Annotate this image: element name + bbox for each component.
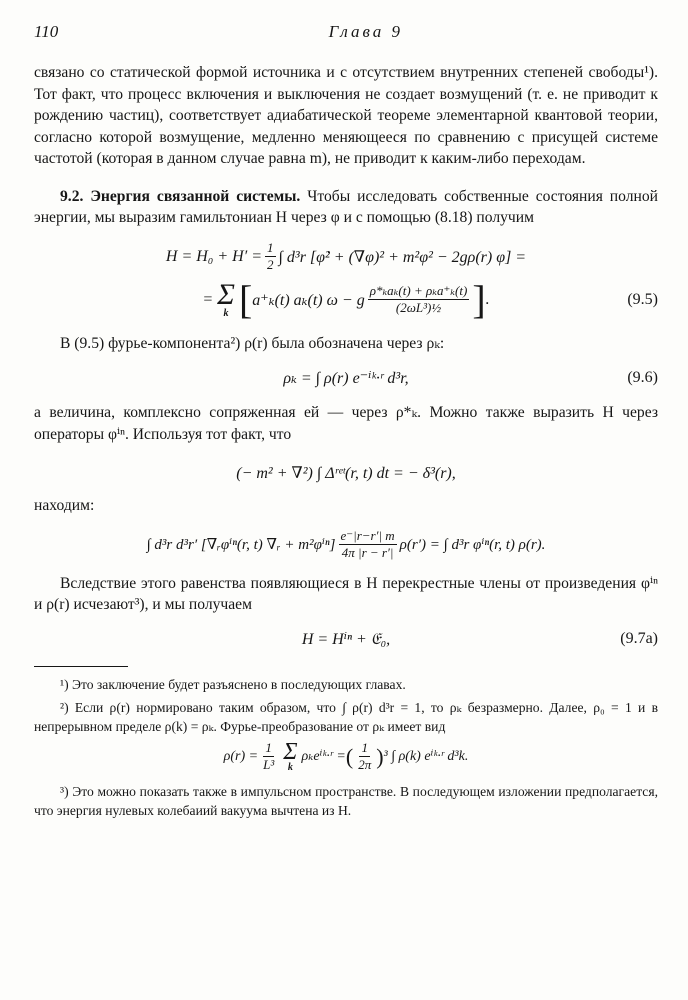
eq-9-5-half: $\frac{1}{2}$	[267, 240, 274, 272]
eq-9-5-period: .	[485, 290, 490, 308]
equation-number-9-5: (9.5)	[627, 290, 658, 308]
eq-9-5-integral: ∫ d³r [φ̇² + (∇φ)² + m²φ² − 2gρ(r) φ] =	[278, 248, 527, 266]
paragraph-4: находим:	[34, 497, 95, 514]
footnote-rule	[34, 666, 128, 667]
book-page	[34, 22, 658, 820]
footnote-2: ²) Если ρ(r) нормировано таким образом, что ∫ ρ(r) d³r = 1, то ρₖ безразмерно. Далее, ρ₀ = 1 и в непрерывном пределе ρ(k) = ρₖ. Фурье-преобразование от ρₖ имеет вид	[34, 699, 658, 734]
eq-found-fraction: $\frac{e^-|r-r'| m}{4\pi |r - r'|}$	[340, 528, 395, 560]
equation-number-9-7a: (9.7a)	[620, 629, 658, 647]
equation-9-7a	[34, 622, 658, 656]
footnote-2-equation: ρ(r) = $\frac{1}{\text{L³}}$ Σ k ρₖeⁱᵏ·ʳ = ( $\frac{1}{2\pi}$ ) ³ ∫ ρ(k) eⁱᵏ·ʳ d³k.	[223, 738, 469, 773]
page-number: 110	[34, 22, 59, 41]
section-paragraph	[34, 186, 658, 229]
paragraph-1: связано со статической формой источника и с отсутствием внутренних степеней свободы¹). Тот факт, что процесс включения и выключения не создает возмущений (т. е. не приводит к рождению частиц), соответствует адиабатической теореме элементарной квантовой теории, согласно которой возмущение, медленно меняющееся по сравнению с присущей системе частотой (которая в данном случае равна m), не приводит к каким-либо переходам.	[34, 64, 658, 167]
eq-9-7a-text: H = Hⁱⁿ + 𝔈₀,	[301, 630, 391, 648]
sum-index: k	[223, 307, 229, 319]
equation-found	[34, 525, 658, 565]
fn-eq-rhs: ³ ∫ ρ(k) eⁱᵏ·ʳ d³k.	[383, 749, 469, 764]
equation-9-6	[34, 360, 658, 396]
section-title: 9.2. Энергия связанной системы.	[60, 187, 301, 205]
eq-9-5-lhs: H = H₀ + H′ =	[165, 247, 263, 265]
eq-9-5-fraction: $\frac{\text{ρ*ₖaₖ(t) + ρₖa⁺ₖ(t)}}{\text{(2ωL³)½}}$	[369, 283, 468, 315]
eq-9-6-text: ρₖ = ∫ ρ(r) e⁻ⁱᵏ·ʳ d³r,	[283, 370, 409, 387]
footnote-1: ¹) Это заключение будет разъяснено в последующих главах.	[60, 676, 406, 692]
sum-symbol: Σ k	[217, 277, 235, 319]
fn-sum-index: k	[287, 761, 293, 773]
fn-sum-symbol: Σ k	[283, 738, 298, 773]
eq-9-5-terms: a⁺ₖ(t) aₖ(t) ω − g	[252, 291, 365, 309]
fn-eq-fraction-1: $\frac{1}{\text{L³}}$	[263, 740, 275, 772]
eq-found-rhs: ρ(r′) = ∫ d³r φⁱⁿ(r, t) ρ(r).	[399, 537, 546, 553]
fn-eq-lhs: ρ(r) =	[223, 748, 259, 764]
paragraph-2: В (9.5) фурье-компонента²) ρ(r) была обозначена через ρₖ:	[60, 334, 445, 352]
footnote-3: ³) Это можно показать также в импульсном пространстве. В последующем изложении предполагается, что энергия нулевых колебаиий вакуума вычтена из H.	[34, 783, 658, 818]
fn-eq-fraction-2: $\frac{1}{2\pi}$	[358, 740, 372, 772]
chapter-title: Глава 9	[328, 22, 403, 41]
paragraph-3: а величина, комплексно сопряженная ей — через ρ*ₖ. Можно также выразить H через операторы φⁱⁿ. Используя тот факт, что	[34, 404, 658, 443]
eq-9-5-equals: =	[202, 290, 214, 308]
page-header	[34, 22, 658, 46]
section-text: Чтобы исследовать собственные состояния полной энергии, мы выразим гамильтониан H через φ и с помощью (8.18) получим	[34, 187, 658, 226]
equation-9-5-line-1	[34, 239, 658, 275]
equation-9-5-line-2: = Σ k [ a⁺ₖ(t) aₖ(t) ω − g $\frac{\text{ρ*ₖaₖ(t) + ρₖa⁺ₖ(t)}}{\text{(2ωL³)½}}$ ] . (9.5)	[202, 276, 658, 322]
paragraph-5: Вследствие этого равенства появляющиеся в H перекрестные члены от произведения φⁱⁿ и ρ(r) исчезают³), и мы получаем	[34, 574, 658, 613]
fn-eq-mid: ρₖeⁱᵏ·ʳ =	[301, 749, 346, 764]
eq-found-lhs: ∫ d³r d³r′ [∇ᵣφⁱⁿ(r, t) ∇ᵣ + m²φⁱⁿ]	[146, 537, 336, 553]
equation-green-function: (− m² + ∇²) ∫ Δʳᵉᵗ(r, t) dt = − δ³(r),	[236, 465, 456, 482]
equation-number-9-6: (9.6)	[627, 369, 658, 386]
